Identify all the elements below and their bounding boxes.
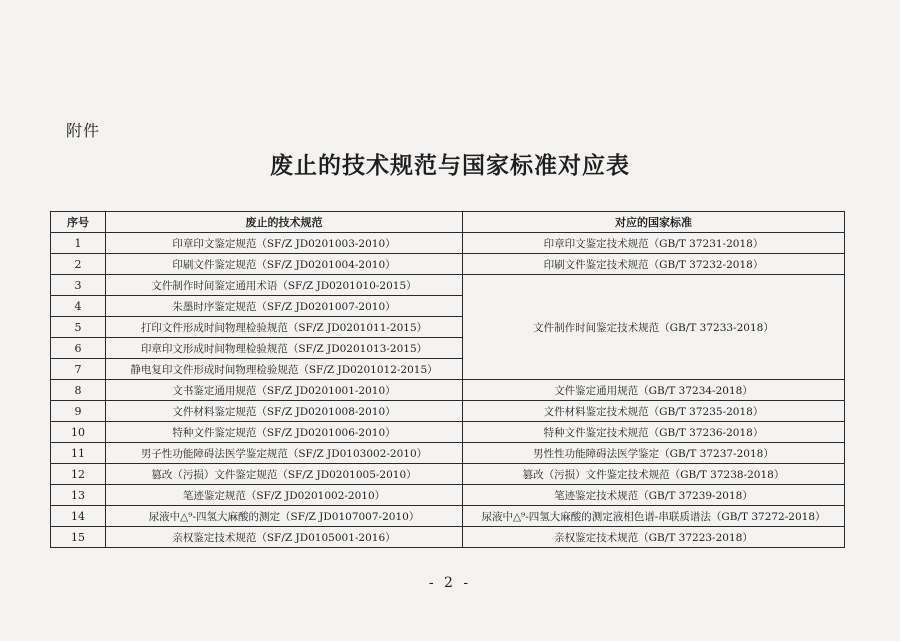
national-standard: 印刷文件鉴定技术规范（GB/T 37232-2018） bbox=[463, 254, 845, 275]
national-standard: 特种文件鉴定技术规范（GB/T 37236-2018） bbox=[463, 422, 845, 443]
abolished-spec: 朱墨时序鉴定规范（SF/Z JD0201007-2010） bbox=[106, 296, 463, 317]
table-row bbox=[51, 254, 845, 275]
national-standard: 亲权鉴定技术规范（GB/T 37223-2018） bbox=[463, 527, 845, 548]
abolished-spec: 笔迹鉴定规范（SF/Z JD0201002-2010） bbox=[106, 485, 463, 506]
row-number: 13 bbox=[51, 485, 106, 506]
header-abolished-spec: 废止的技术规范 bbox=[106, 212, 463, 233]
national-standard: 印章印文鉴定技术规范（GB/T 37231-2018） bbox=[463, 233, 845, 254]
row-number: 7 bbox=[51, 359, 106, 380]
abolished-spec: 印刷文件鉴定规范（SF/Z JD0201004-2010） bbox=[106, 254, 463, 275]
attachment-label: 附件 bbox=[66, 121, 101, 140]
abolished-spec: 尿液中△⁹-四氢大麻酸的测定（SF/Z JD0107007-2010） bbox=[106, 506, 463, 527]
national-standard: 尿液中△⁹-四氢大麻酸的测定液相色谱-串联质谱法（GB/T 37272-2018） bbox=[463, 506, 845, 527]
abolished-spec: 特种文件鉴定规范（SF/Z JD0201006-2010） bbox=[106, 422, 463, 443]
row-number: 3 bbox=[51, 275, 106, 296]
row-number: 5 bbox=[51, 317, 106, 338]
header-serial: 序号 bbox=[51, 212, 106, 233]
abolished-spec: 印章印文形成时间物理检验规范（SF/Z JD0201013-2015） bbox=[106, 338, 463, 359]
abolished-spec: 篡改（污损）文件鉴定规范（SF/Z JD0201005-2010） bbox=[106, 464, 463, 485]
row-number: 11 bbox=[51, 443, 106, 464]
table-row bbox=[51, 233, 845, 254]
abolished-spec: 印章印文鉴定规范（SF/Z JD0201003-2010） bbox=[106, 233, 463, 254]
table-row bbox=[51, 422, 845, 443]
table-row bbox=[51, 464, 845, 485]
table-row bbox=[51, 506, 845, 527]
table-row bbox=[51, 443, 845, 464]
abolished-spec: 打印文件形成时间物理检验规范（SF/Z JD0201011-2015） bbox=[106, 317, 463, 338]
abolished-spec: 男子性功能障碍法医学鉴定规范（SF/Z JD0103002-2010） bbox=[106, 443, 463, 464]
page-title: 废止的技术规范与国家标准对应表 bbox=[270, 152, 630, 179]
row-number: 4 bbox=[51, 296, 106, 317]
row-number: 1 bbox=[51, 233, 106, 254]
header-national-standard: 对应的国家标准 bbox=[463, 212, 845, 233]
row-number: 14 bbox=[51, 506, 106, 527]
row-number: 9 bbox=[51, 401, 106, 422]
row-number: 8 bbox=[51, 380, 106, 401]
page-number: - 2 - bbox=[428, 575, 472, 591]
national-standard: 文件鉴定通用规范（GB/T 37234-2018） bbox=[463, 380, 845, 401]
table-row bbox=[51, 527, 845, 548]
national-standard: 男性性功能障碍法医学鉴定（GB/T 37237-2018） bbox=[463, 443, 845, 464]
row-number: 6 bbox=[51, 338, 106, 359]
table-header-row bbox=[51, 212, 845, 233]
abolished-spec: 文书鉴定通用规范（SF/Z JD0201001-2010） bbox=[106, 380, 463, 401]
abolished-spec: 文件制作时间鉴定通用术语（SF/Z JD0201010-2015） bbox=[106, 275, 463, 296]
table-row bbox=[51, 380, 845, 401]
row-number: 12 bbox=[51, 464, 106, 485]
row-number: 10 bbox=[51, 422, 106, 443]
national-standard: 文件制作时间鉴定技术规范（GB/T 37233-2018） bbox=[463, 275, 845, 380]
table-row bbox=[51, 275, 845, 296]
national-standard: 笔迹鉴定技术规范（GB/T 37239-2018） bbox=[463, 485, 845, 506]
national-standard: 篡改（污损）文件鉴定技术规范（GB/T 37238-2018） bbox=[463, 464, 845, 485]
table-row bbox=[51, 401, 845, 422]
row-number: 15 bbox=[51, 527, 106, 548]
abolished-spec: 静电复印文件形成时间物理检验规范（SF/Z JD0201012-2015） bbox=[106, 359, 463, 380]
table-row bbox=[51, 485, 845, 506]
abolished-spec: 亲权鉴定技术规范（SF/Z JD0105001-2016） bbox=[106, 527, 463, 548]
abolished-spec: 文件材料鉴定规范（SF/Z JD0201008-2010） bbox=[106, 401, 463, 422]
correspondence-table bbox=[50, 211, 845, 548]
row-number: 2 bbox=[51, 254, 106, 275]
national-standard: 文件材料鉴定技术规范（GB/T 37235-2018） bbox=[463, 401, 845, 422]
